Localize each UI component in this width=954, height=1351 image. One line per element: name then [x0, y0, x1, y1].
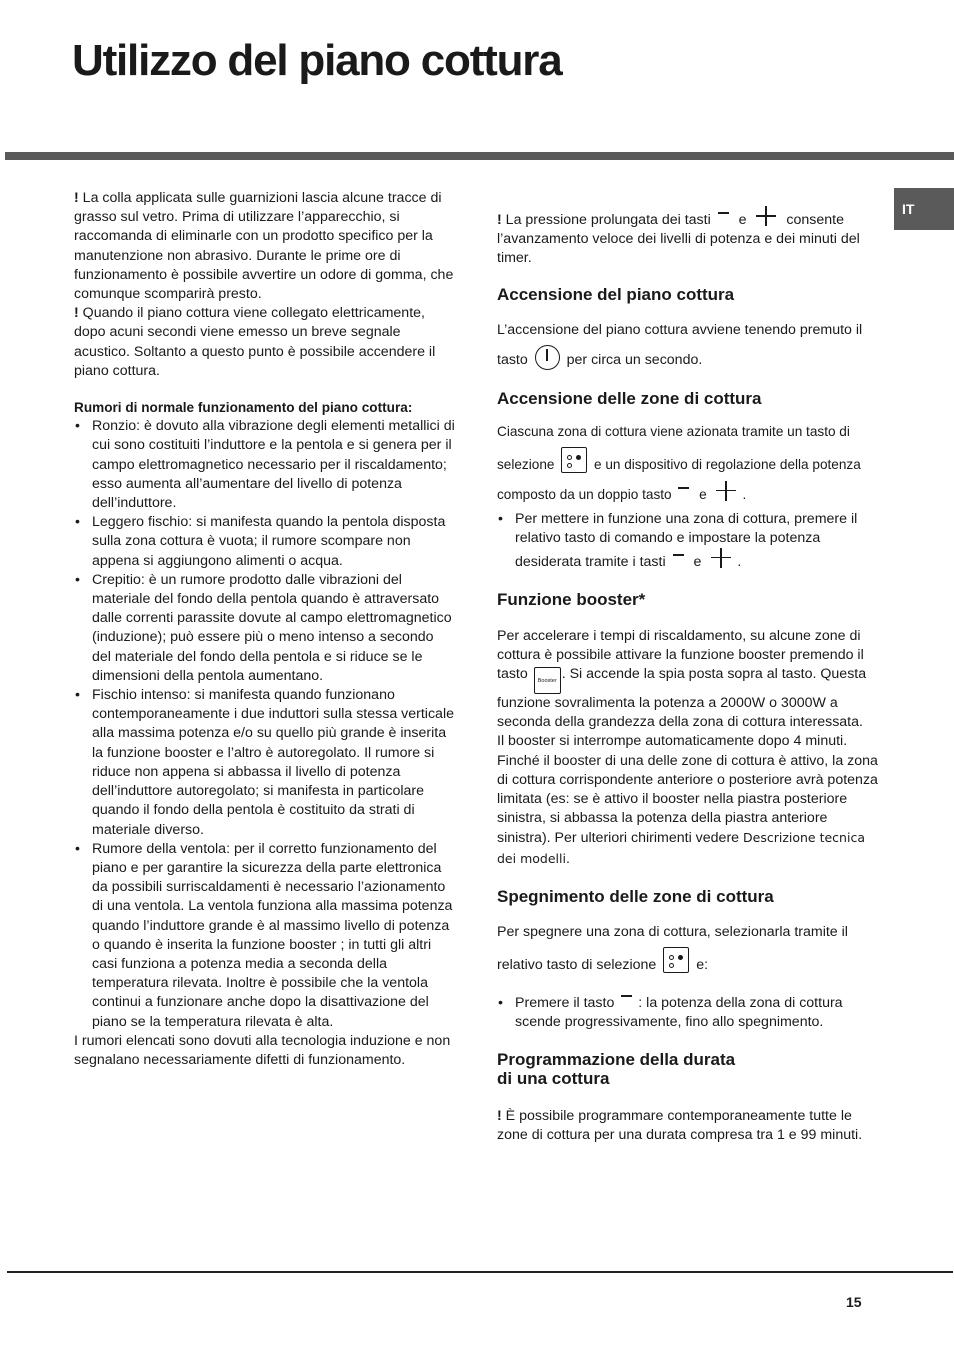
left-column — [74, 189, 456, 1070]
zones-off-list — [497, 994, 879, 1032]
section-heading-booster: Funzione booster* — [497, 589, 646, 609]
section-heading-zones-off: Spegnimento delle zone di cottura — [497, 886, 774, 906]
plus-icon — [711, 548, 731, 568]
noise-closing: I rumori elencati sono dovuti alla tecnologia induzione e non segnalano necessariamente difetti di funzionamento. — [74, 1032, 451, 1068]
language-tab: IT — [894, 188, 954, 230]
minus-icon — [718, 212, 729, 214]
list-item: • Premere il tasto : la potenza della zona di cottura scende progressivamente, fino allo spegnimento. — [497, 994, 879, 1032]
plus-icon — [756, 206, 776, 226]
power-icon — [535, 345, 560, 370]
section-heading-timer: Programmazione della durata di una cottura — [497, 1050, 736, 1089]
minus-icon — [673, 554, 684, 556]
zones-on-list — [497, 510, 879, 572]
minus-icon — [621, 995, 632, 997]
list-item: • Per mettere in funzione una zona di cottura, premere il relativo tasto di comando e impostare la potenza desiderata tramite i tasti e . — [497, 510, 879, 572]
power-on-text: L’accensione del piano cottura avviene tenendo premuto il tasto per circa un secondo. — [497, 321, 863, 368]
zones-off-text: Per spegnere una zona di cottura, selezionarla tramite il relativo tasto di selezione e: — [497, 923, 848, 973]
zones-on-text: Ciascuna zona di cottura viene azionata tramite un tasto di selezione e un dispositivo di regolazione della potenza composto da un doppio tasto e . — [497, 423, 861, 502]
minus-icon — [678, 487, 689, 489]
zone-select-icon — [561, 447, 587, 473]
page-title: Utilizzo del piano cottura — [72, 36, 562, 85]
list-item: • Rumore della ventola: per il corretto funzionamento del piano e per garantire la sicurezza della parte elettronica da possibili surriscaldamenti è necessario l’azionamento di una ventola. La ventola funziona alla massima potenza quando l’induttore grande è al massimo livello di potenza o quando è inserita la funzione booster ; in tutti gli altri casi funziona a potenza media a seconda della temperatura rilevata. Inoltre è possibile che la ventola continui a funzionare anche dopo la disattivazione del piano se la temperatura rilevata è alta. — [74, 840, 456, 1032]
list-item: • Fischio intenso: si manifesta quando funzionano contemporaneamente i due induttori sulla stessa verticale alla massima potenza e/o su quello più grande è inserita la funzione booster e l’altro è autoregolato. Il rumore si riduce non appena si abbassa il livello di potenza dell’induttore autoregolato; si manifesta in particolare quando il fondo della pentola è costituito da strati di materiale diverso. — [74, 686, 456, 840]
booster-details: Il booster si interrompe automaticamente dopo 4 minuti. Finché il booster di una delle zone di cottura è attivo, la zona di cottura corrispondente anteriore o posteriore avrà potenza limitata (es: se è attivo il booster nella piastra posteriore sinistra, si abbassa la potenza della piastra anteriore sinistra). Per ulteriori chirimenti vedere Descrizione tecnica dei modelli. — [497, 733, 878, 867]
connection-warning: ! Quando il piano cottura viene collegato elettricamente, dopo acuni secondi viene emesso un breve segnale acustico. Soltanto a questo punto è possibile accendere il piano cottura. — [74, 305, 436, 379]
glue-warning: ! La colla applicata sulle guarnizioni lascia alcune tracce di grasso sul vetro. Prima di utilizzare l’apparecchio, si raccomanda di eliminarle con un prodotto specifico per la manutenzione non abrasivo. Durante le prime ore di funzionamento è possibile avvertire un odore di gomma, che comunque scomparirà presto. — [74, 190, 454, 303]
header-rule — [5, 152, 954, 160]
noise-list — [74, 417, 456, 1032]
footer-rule — [7, 1271, 953, 1273]
zone-select-icon — [663, 947, 689, 973]
section-heading-power-on: Accensione del piano cottura — [497, 284, 735, 304]
list-item: • Crepitio: è un rumore prodotto dalle vibrazioni del materiale del fondo della pentola quando è attraversato dalle correnti parassite dovute al campo elettromagnetico (induzione); può essere più o meno intenso a secondo del materiale del fondo della pentola e si riduce se le dimensioni della pentola aumentano. — [74, 571, 456, 686]
noise-heading: Rumori di normale funzionamento del piano cottura: — [74, 400, 413, 416]
page-number: 15 — [846, 1294, 862, 1310]
booster-text: Per accelerare i tempi di riscaldamento, su alcune zone di cottura è possibile attivare la funzione booster premendo il tasto Booster . Si accende la spia posta sopra al tasto. Questa funzione sovralimenta la potenza a 2000W o 3000W a seconda della grandezza della zona di cottura interessata. — [497, 627, 867, 731]
model-description-reference: Descrizione tecnica dei modelli — [497, 830, 865, 866]
right-column — [497, 206, 879, 1146]
long-press-note: ! La pressione prolungata dei tasti e consente l’avanzamento veloce dei livelli di potenza e dei minuti del timer. — [497, 206, 879, 269]
booster-icon: Booster — [534, 667, 561, 694]
timer-text: ! È possibile programmare contemporaneamente tutte le zone di cottura per una durata compresa tra 1 e 99 minuti. — [497, 1108, 863, 1144]
list-item: • Leggero fischio: si manifesta quando la pentola disposta sulla zona cottura è vuota; il rumore scompare non appena si aggiungono alimenti o acqua. — [74, 513, 456, 571]
plus-icon — [716, 481, 736, 501]
section-heading-zones-on: Accensione delle zone di cottura — [497, 388, 762, 408]
list-item: • Ronzio: è dovuto alla vibrazione degli elementi metallici di cui sono costituiti l’induttore e la pentola e si genera per il campo elettromagnetico necessario per il riscaldamento; esso aumenta all’aumentare del livello di potenza dell’induttore. — [74, 417, 456, 513]
